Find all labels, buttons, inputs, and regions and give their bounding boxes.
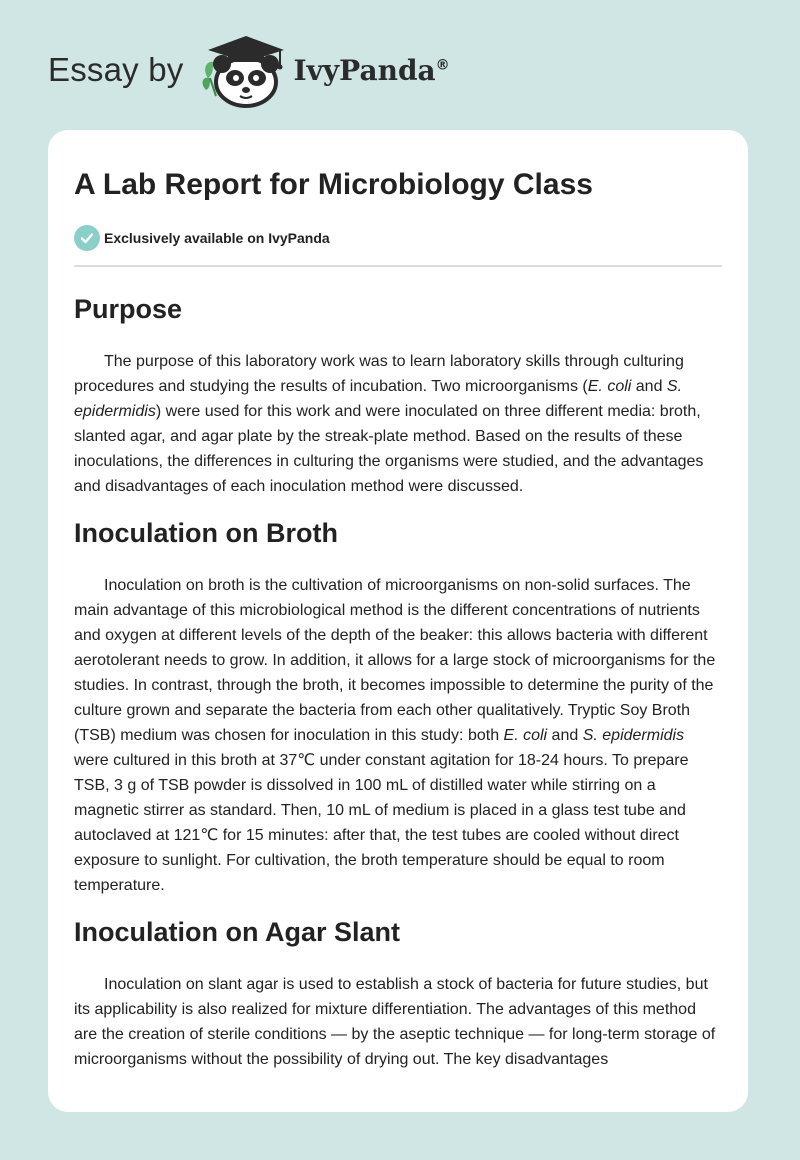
section-paragraph-agar-slant: Inoculation on slant agar is used to establish a stock of bacteria for future studies, but its applicability is also realized for mixture differentiation. The advantages of this method are the creation of sterile conditions — by the aseptic technique — for long-term storage of microorganisms without the possibility of drying out. The key disadvantages: [74, 976, 716, 1068]
section-paragraph-purpose: The purpose of this laboratory work was to learn laboratory skills through culturing procedures and studying the results of incubation. Two microorganisms (E. coli and S. epidermidis) were used for this work and were inoculated on three different media: broth, slanted agar, and agar plate by the streak-plate method. Based on the results of these inoculations, the differences in culturing the organisms were studied, and the advantages and disadvantages of each inoculation method were discussed.: [74, 353, 704, 495]
badge-label: Exclusively available on IvyPanda: [104, 230, 330, 246]
panda-logo-icon: [200, 32, 288, 108]
divider: [74, 265, 722, 267]
brand-name: IvyPanda®: [293, 53, 450, 87]
section-heading-purpose: Purpose: [74, 294, 183, 324]
brand-prefix: Essay by: [48, 51, 184, 88]
section-paragraph-broth: Inoculation on broth is the cultivation of microorganisms on non-solid surfaces. The main advantage of this microbiological method is the different concentrations of nutrients and oxygen at different levels of the depth of the beaker: this allows bacteria with different aerotolerant needs to grow. In addition, it allows for a large stock of microorganisms for the studies. In contrast, through the broth, it becomes impossible to determine the purity of the culture grown and separate the bacteria from each other qualitatively. Tryptic Soy Broth (TSB) medium was chosen for inoculation in this study: both E. coli and S. epidermidis were cultured in this broth at 37℃ under constant agitation for 18-24 hours. To prepare TSB, 3 g of TSB powder is dissolved in 100 mL of distilled water while stirring on a magnetic stirrer as standard. Then, 10 mL of medium is placed in a glass test tube and autoclaved at 121℃ for 15 minutes: after that, the test tubes are cooled without direct exposure to sunlight. For cultivation, the broth temperature should be equal to room temperature.: [74, 577, 716, 894]
article-card: [48, 130, 748, 1112]
section-heading-broth: Inoculation on Broth: [74, 518, 338, 548]
check-icon: [74, 225, 100, 251]
site-brand[interactable]: [48, 30, 450, 110]
section-heading-agar-slant: Inoculation on Agar Slant: [74, 917, 401, 947]
availability-badge: [74, 225, 722, 251]
page-title: A Lab Report for Microbiology Class: [74, 168, 593, 201]
